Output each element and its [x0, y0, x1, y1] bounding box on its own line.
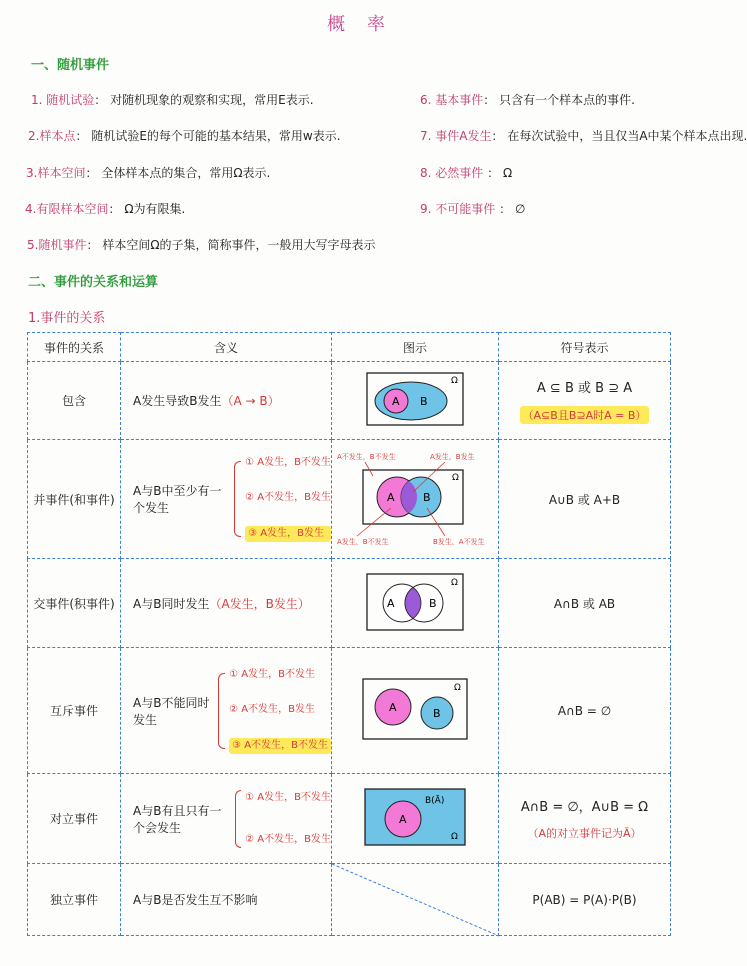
definition-item-8: 8. 必然事件 ： Ω — [420, 166, 513, 180]
relation-symbol: A∩B = ∅ — [499, 648, 671, 774]
venn-diagram-intersection — [332, 559, 499, 648]
relation-meaning: A与B有且只有一个会发生 ① A发生，B不发生 ② A不发生，B发生 — [121, 774, 332, 864]
subsection-heading: 1.事件的关系 — [28, 311, 106, 326]
relation-meaning: A与B是否发生互不影响 — [121, 864, 332, 936]
definition-item-2: 2.样本点： 随机试验E的每个可能的基本结果，常用w表示. — [28, 129, 341, 143]
table-row — [28, 774, 671, 864]
svg-text:Ω: Ω — [451, 832, 458, 842]
svg-text:Ω: Ω — [451, 577, 458, 588]
label-b: B — [420, 395, 428, 408]
relation-meaning: A与B同时发生（A发生，B发生） — [121, 559, 332, 648]
relations-table — [27, 332, 671, 936]
venn-inclusion-svg — [365, 371, 465, 427]
relation-meaning: A与B不能同时发生 ① A发生，B不发生 ② A不发生，B发生 ③ A不发生，B不发生 — [121, 648, 332, 774]
header-meaning: 含义 — [121, 333, 332, 362]
definition-item-3: 3.样本空间： 全体样本点的集合，常用Ω表示. — [26, 166, 271, 180]
definition-item-5: 5.随机事件： 样本空间Ω的子集，简称事件，一般用大写字母表示 — [27, 238, 376, 252]
brace-icon — [235, 790, 242, 848]
svg-text:B: B — [429, 596, 437, 610]
relation-name: 互斥事件 — [28, 648, 121, 774]
relation-name: 交事件(积事件) — [28, 559, 121, 648]
brace-icon — [234, 461, 241, 537]
svg-text:B(Ā): B(Ā) — [425, 796, 445, 806]
header-relation: 事件的关系 — [28, 333, 121, 362]
omega-label: Ω — [451, 376, 458, 386]
table-row — [28, 440, 671, 559]
section-heading-random-events: 一、随机事件 — [31, 58, 110, 73]
label-a: A — [392, 395, 400, 408]
relation-name: 独立事件 — [28, 864, 121, 936]
table-row — [28, 648, 671, 774]
svg-text:A发生，B不发生: A发生，B不发生 — [337, 537, 389, 546]
brace-icon — [218, 673, 225, 749]
relation-meaning: A发生导致B发生（A → B） — [121, 362, 332, 440]
relation-symbol: A ⊆ B 或 B ⊇ A （A⊆B且B⊇A时A = B） — [499, 362, 671, 440]
svg-text:B: B — [423, 490, 431, 504]
relation-symbol: A∪B 或 A+B — [499, 440, 671, 559]
table-row — [28, 864, 671, 936]
svg-text:B发生，A不发生: B发生，A不发生 — [433, 537, 485, 546]
definition-item-1: 1. 随机试验： 对随机现象的观察和实现，常用E表示. — [31, 93, 314, 107]
definition-item-9: 9. 不可能事件 ： ∅ — [420, 202, 526, 216]
svg-text:A: A — [389, 701, 397, 714]
venn-diagram-inclusion — [332, 362, 499, 440]
definition-item-6: 6. 基本事件： 只含有一个样本点的事件. — [420, 93, 635, 107]
svg-text:A: A — [399, 813, 407, 826]
relation-meaning: A与B中至少有一个发生 ① A发生，B不发生 ② A不发生，B发生 ③ A发生，B发生 — [121, 440, 332, 559]
header-diagram: 图示 — [332, 333, 499, 362]
svg-text:Ω: Ω — [454, 683, 461, 693]
venn-diagram-exclusive — [332, 648, 499, 774]
page-title: 概 率 — [327, 14, 393, 35]
venn-intersection-svg — [365, 572, 465, 632]
svg-text:A: A — [387, 490, 395, 504]
venn-exclusive-svg — [361, 677, 469, 741]
diagonal-line — [332, 864, 499, 936]
venn-diagram-complement — [332, 774, 499, 864]
svg-text:A不发生，B不发生: A不发生，B不发生 — [337, 452, 396, 461]
relation-symbol: A∩B 或 AB — [499, 559, 671, 648]
svg-text:A: A — [387, 596, 395, 610]
svg-text:A发生，B发生: A发生，B发生 — [430, 452, 475, 461]
relation-symbol: P(AB) = P(A)·P(B) — [499, 864, 671, 936]
definition-item-7: 7. 事件A发生： 在每次试验中，当且仅当A中某个样本点出现. — [420, 129, 747, 143]
relation-symbol: A∩B = ∅，A∪B = Ω （A的对立事件记为Ā） — [499, 774, 671, 864]
table-header-row — [28, 333, 671, 362]
table-row — [28, 559, 671, 648]
relation-name: 包含 — [28, 362, 121, 440]
venn-union-svg — [335, 446, 495, 550]
venn-diagram-union — [332, 440, 499, 559]
relation-name: 并事件(和事件) — [28, 440, 121, 559]
definition-item-4: 4.有限样本空间： Ω为有限集. — [25, 202, 186, 216]
table-row — [28, 362, 671, 440]
svg-text:B: B — [433, 707, 441, 720]
diagram-empty — [332, 864, 499, 936]
svg-text:Ω: Ω — [452, 472, 459, 483]
section-heading-relations: 二、事件的关系和运算 — [28, 275, 159, 290]
venn-complement-svg — [363, 787, 467, 847]
header-symbol: 符号表示 — [499, 333, 671, 362]
relation-name: 对立事件 — [28, 774, 121, 864]
